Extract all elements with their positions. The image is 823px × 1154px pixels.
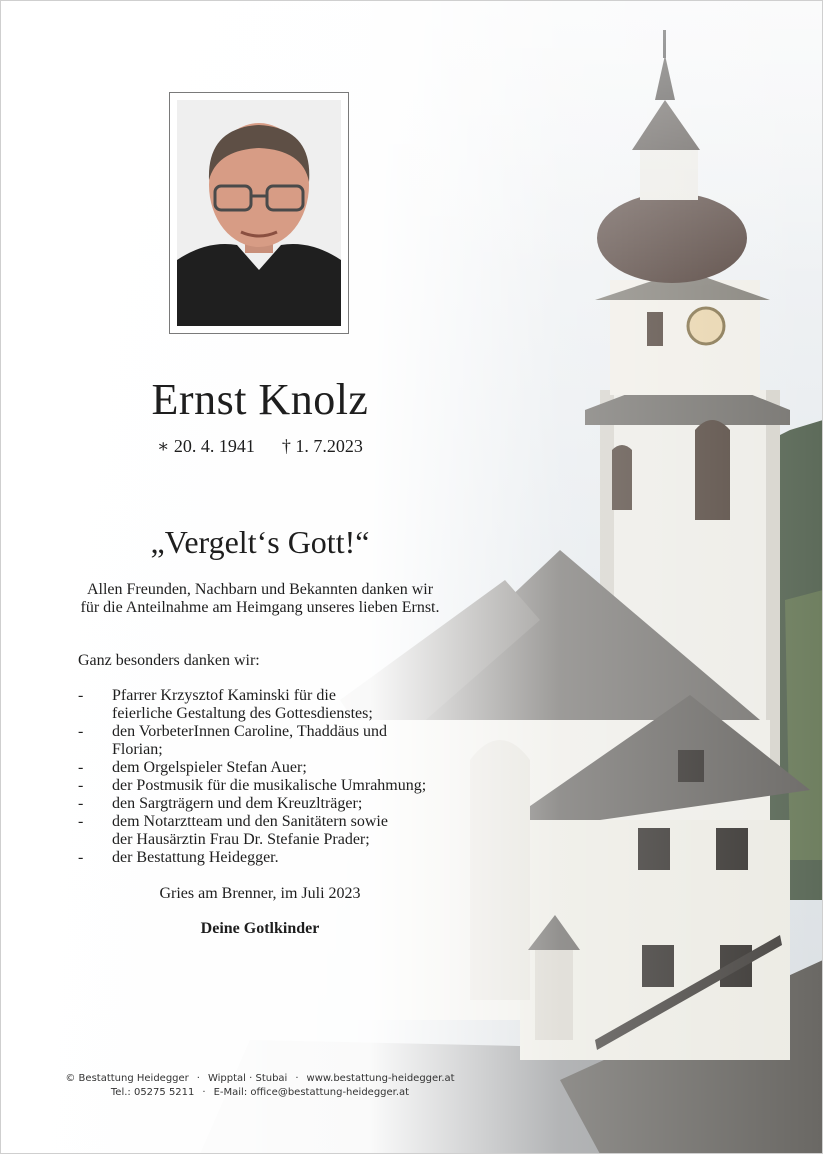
intro-text [0, 581, 520, 617]
portrait-frame [169, 92, 349, 334]
intro-line: Allen Freunden, Nachbarn und Bekannten danken wir [86, 581, 434, 598]
footer [0, 1072, 520, 1100]
footer-copyright: © Bestattung Heidegger [65, 1073, 189, 1084]
footer-line-2: Tel.: 05275 5211 · E-Mail: office@bestattung-heidegger.at [110, 1087, 410, 1098]
list-item: - der Postmusik für die musikalische Umrahmung; [78, 777, 427, 794]
footer-line-1: © Bestattung Heidegger · Wipptal · Stubai · www.bestattung-heidegger.at [65, 1073, 455, 1084]
list-item: - dem Orgelspieler Stefan Auer; [78, 759, 307, 776]
footer-email[interactable]: E-Mail: office@bestattung-heidegger.at [213, 1087, 410, 1098]
intro-line: für die Anteilnahme am Heimgang unseres lieben Ernst. [80, 599, 440, 616]
footer-website[interactable]: www.bestattung-heidegger.at [306, 1073, 455, 1084]
footer-phone: Tel.: 05275 5211 [110, 1087, 195, 1098]
thanks-list [78, 687, 458, 867]
list-item: - den VorbeterInnen Caroline, Thaddäus und Florian; [78, 723, 388, 758]
death-date: 1. 7.2023 [295, 436, 363, 456]
motto: „Vergelt‘s Gott!“ [150, 524, 370, 560]
portrait-photo [177, 100, 341, 326]
signature: Deine Gotlkinder [200, 920, 320, 937]
birth-date: 20. 4. 1941 [173, 436, 255, 456]
thanks-heading: Ganz besonders danken wir: [78, 652, 260, 669]
list-item: - den Sargträgern und dem Kreuzlträger; [78, 795, 363, 812]
life-dates [0, 436, 520, 457]
list-item: - Pfarrer Krzysztof Kaminski für die feierliche Gestaltung des Gottesdienstes; [78, 687, 373, 722]
deceased-name: Ernst Knolz [151, 375, 369, 424]
list-item: - dem Notarztteam und den Sanitätern sowie der Hausärztin Frau Dr. Stefanie Prader; [78, 813, 388, 848]
death-icon: † [281, 436, 291, 456]
footer-region: Wipptal · Stubai [207, 1073, 288, 1084]
list-item: - der Bestattung Heidegger. [78, 849, 279, 866]
place-date: Gries am Brenner, im Juli 2023 [159, 885, 361, 902]
birth-icon: ∗ [157, 436, 170, 456]
portrait-icon [177, 100, 341, 326]
